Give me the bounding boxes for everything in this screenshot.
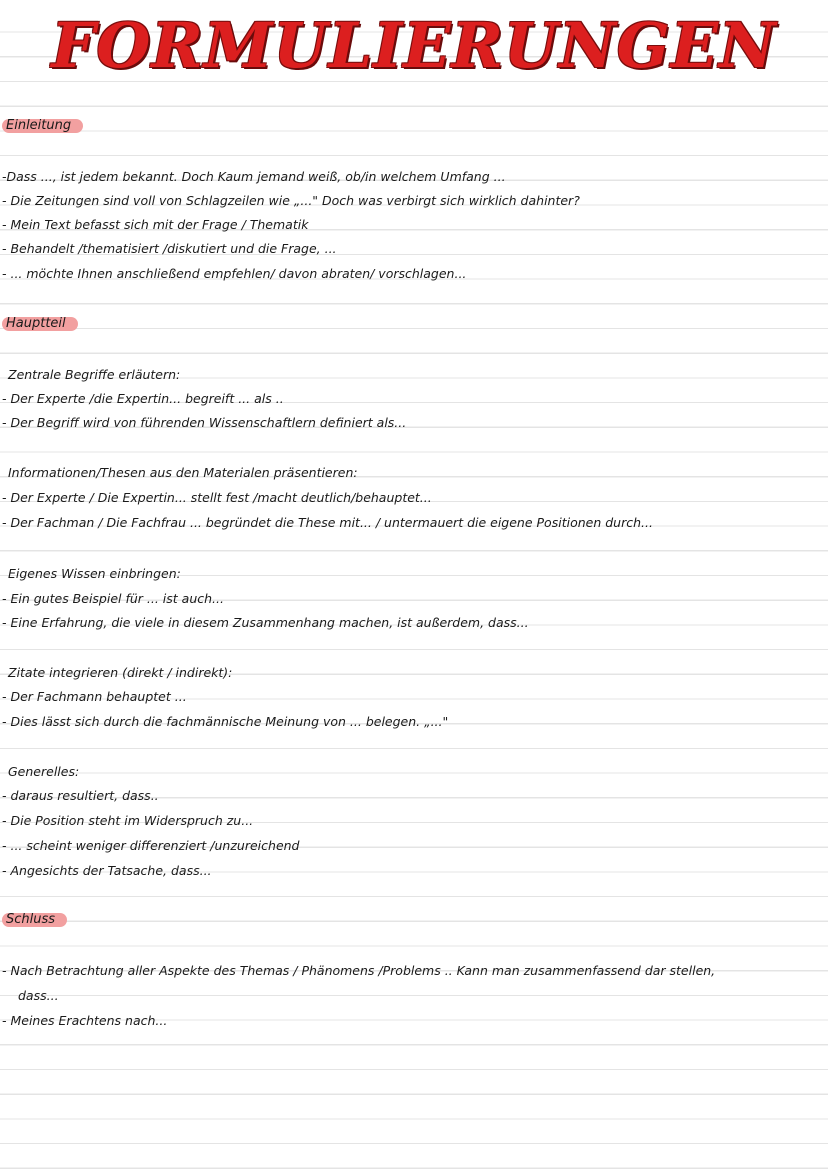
list-item: - daraus resultiert, dass.. — [2, 788, 159, 803]
list-item: - Die Zeitungen sind voll von Schlagzeilen wie „..." Doch was verbirgt sich wirklich dahinter? — [2, 193, 580, 208]
list-item: - Der Fachman / Die Fachfrau ... begründet die These mit... / untermauert die eigene Positionen durch... — [2, 515, 653, 530]
group-title: Zentrale Begriffe erläutern: — [8, 367, 181, 382]
list-item: - Die Position steht im Widerspruch zu... — [2, 813, 254, 828]
list-item: - Ein gutes Beispiel für ... ist auch... — [2, 591, 224, 606]
list-item: - Mein Text befasst sich mit der Frage / Thematik — [2, 217, 309, 232]
list-item-continuation: dass... — [18, 988, 59, 1003]
section-heading-einleitung: Einleitung — [2, 119, 83, 133]
group-title: Generelles: — [8, 764, 80, 779]
list-item: - Eine Erfahrung, die viele in diesem Zusammenhang machen, ist außerdem, dass... — [2, 615, 529, 630]
list-item: - Behandelt /thematisiert /diskutiert und die Frage, ... — [2, 241, 337, 256]
list-item: -Dass ..., ist jedem bekannt. Doch Kaum jemand weiß, ob/in welchem Umfang ... — [2, 169, 506, 184]
list-item: - Dies lässt sich durch die fachmännische Meinung von ... belegen. „..." — [2, 714, 449, 729]
list-item: - Angesichts der Tatsache, dass... — [2, 863, 212, 878]
group-title: Informationen/Thesen aus den Materialen präsentieren: — [8, 465, 358, 480]
list-item: - ... scheint weniger differenziert /unzureichend — [2, 838, 300, 853]
list-item: - Der Experte / Die Expertin... stellt fest /macht deutlich/behauptet... — [2, 490, 432, 505]
section-heading-hauptteil: Hauptteil — [2, 317, 78, 331]
group-title: Eigenes Wissen einbringen: — [8, 566, 181, 581]
page-title: FORMULIERUNGEN — [51, 9, 777, 82]
list-item: - Der Experte /die Expertin... begreift ... als .. — [2, 391, 284, 406]
section-heading-schluss: Schluss — [2, 913, 67, 927]
group-title: Zitate integrieren (direkt / indirekt): — [8, 665, 233, 680]
list-item: - Der Begriff wird von führenden Wissenschaftlern definiert als... — [2, 415, 407, 430]
list-item: - Nach Betrachtung aller Aspekte des Themas / Phänomens /Problems .. Kann man zusammenfassend dar stellen, — [2, 963, 716, 978]
list-item: - Meines Erachtens nach... — [2, 1013, 168, 1028]
list-item: - Der Fachmann behauptet ... — [2, 689, 187, 704]
list-item: - ... möchte Ihnen anschließend empfehlen/ davon abraten/ vorschlagen... — [2, 266, 467, 281]
